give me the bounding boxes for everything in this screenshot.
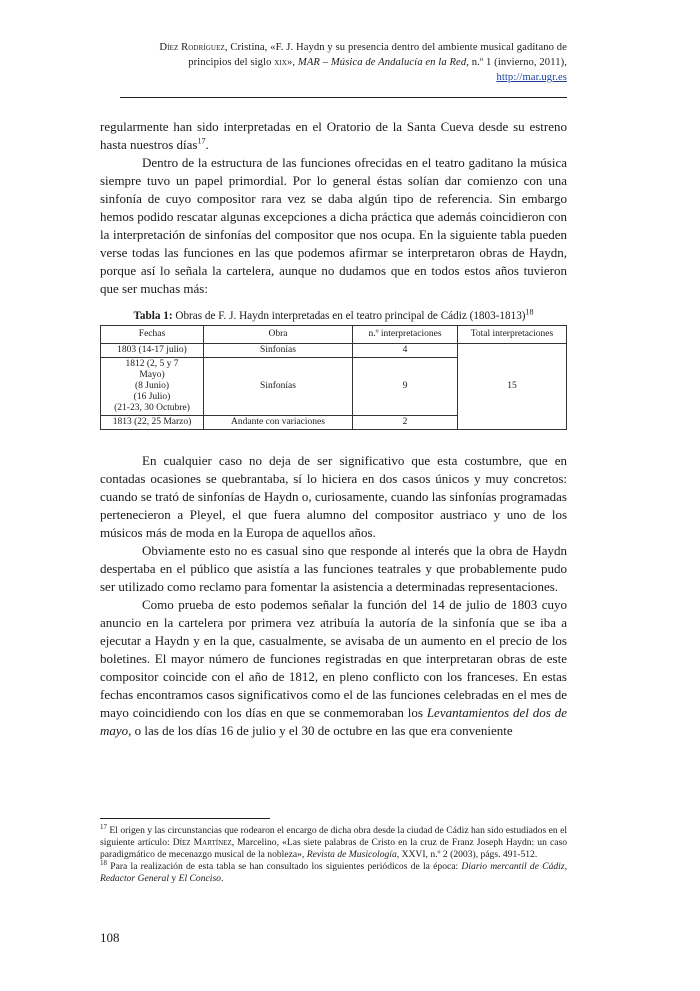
cell-n: 4: [353, 344, 458, 358]
header-line-1: Díez Rodríguez, Cristina, «F. J. Haydn y su presencia dentro del ambiente musical gaditano de: [159, 42, 567, 53]
footnotes: [100, 822, 567, 885]
header-journal: MAR – Música de Andalucía en la Red: [297, 57, 467, 68]
cell-obra: Sinfonías: [204, 344, 353, 358]
haydn-works-table: [100, 325, 567, 430]
table-caption: Tabla 1: Obras de F. J. Haydn interpretadas en el teatro principal de Cádiz (1803-1813)$^{18}$: [133, 307, 534, 322]
footnote-ref-17[interactable]: 17: [197, 136, 206, 146]
header-line-2: principios del siglo xix», MAR – Música de Andalucía en la Red, n.º 1 (invierno, 2011),: [188, 57, 567, 68]
cell-obra: Andante con variaciones: [204, 416, 353, 430]
footnote-ref-18[interactable]: 18: [525, 307, 534, 317]
header-author: Díez Rodríguez: [159, 42, 225, 53]
paragraph-3: En cualquier caso no deja de ser significativo que esta costumbre, que en contadas ocasiones se quebrantaba, sí lo hiciera en dos casos únicos y muy concretos: cuando se trató de sinfonías de Haydn o, curiosamente, cuando las sinfonías programadas pertenecieron a Pleyel, el que fuera alumno del compositor austriaco y uno de los músicos más de moda en la Europa de aquellos años.: [100, 453, 567, 540]
col-header-n: n.º interpretaciones: [353, 326, 458, 344]
running-header: [100, 40, 567, 85]
paragraph-4: Obviamente esto no es casual sino que responde al interés que la obra de Haydn despertaba en el público que asistía a las funciones teatrales y que probablemente pudo ser utilizado como reclamo para fomentar la asistencia a determinadas representaciones.: [100, 543, 567, 594]
page-number: 108: [100, 930, 120, 945]
col-header-total: Total interpretaciones: [458, 326, 567, 344]
footnote-18: $^{18}$ Para la realización de esta tabla se han consultado los siguientes periódicos de la época: Diario mercantil de Cádiz, Redactor General y El Conciso.: [100, 858, 567, 884]
cell-fechas: 1812 (2, 5 y 7 Mayo) (8 Junio) (16 Julio) (21-23, 30 Octubre): [101, 358, 204, 416]
cell-obra: Sinfonías: [204, 358, 353, 416]
header-rule: [120, 97, 567, 98]
table-caption-label: Tabla 1:: [133, 310, 173, 322]
col-header-obra: Obra: [204, 326, 353, 344]
cell-n: 2: [353, 416, 458, 430]
body-text: [100, 118, 567, 740]
cell-fechas: 1813 (22, 25 Marzo): [101, 416, 204, 430]
paragraph-2: Dentro de la estructura de las funciones ofrecidas en el teatro gaditano la música siempre tuvo un papel primordial. Por lo general éstas solían dar comienzo con una sinfonía de cuyo compositor rara vez se daba algún tipo de referencia. Sin embargo hemos podido rescatar algunas excepciones a dicha práctica que además coincidieron con la interpretación de sinfonías del compositor que nos ocupa. En la siguiente tabla pueden verse todas las funciones en las que podemos afirmar se interpretaron obras de Haydn, porque así lo señala la cartelera, aunque no dudamos que en todos estos años tuvieron que ser muchas más:: [100, 155, 567, 296]
table-header-row: [101, 326, 567, 344]
footnote-17: $^{17}$ El origen y las circunstancias que rodearon el encargo de dicha obra desde la ciudad de Cádiz han sido estudiados en el siguiente artículo: Díez Martínez, Marcelino, «Las siete palabras de Cristo en la cruz de Franz Joseph Haydn: un caso paradigmático de mecenazgo musical de la nobleza», Revista de Musicología, XXVI, n.º 2 (2003), págs. 491-512.: [100, 822, 567, 860]
table-row: [101, 344, 567, 358]
paragraph-5: Como prueba de esto podemos señalar la función del 14 de julio de 1803 cuyo anuncio en la cartelera por primera vez atribuía la autoría de la sinfonía que se iba a ejecutar a Haydn y en la que, casualmente, se avisaba de un aumento en el precio de los boletines. El mayor número de funciones registradas en que interpretaran obras de este compositor coincide con el año de 1812, en pleno conflicto con los franceses. En estas fechas encontramos casos significativos como el de las funciones celebradas en el mes de mayo coincidiendo con los días en que se conmemoraban los Levantamientos del dos de mayo, o las de los días 16 de julio y el 30 de octubre en las que era conveniente: [100, 597, 567, 738]
footnote-rule: [100, 818, 270, 819]
cell-total: 15: [458, 344, 567, 430]
cell-n: 9: [353, 358, 458, 416]
header-url-link[interactable]: http://mar.ugr.es: [496, 72, 567, 83]
cell-fechas: 1803 (14-17 julio): [101, 344, 204, 358]
paragraph-1: regularmente han sido interpretadas en el Oratorio de la Santa Cueva desde su estreno hasta nuestros días$^{17}$.: [100, 119, 567, 152]
col-header-fechas: Fechas: [101, 326, 204, 344]
